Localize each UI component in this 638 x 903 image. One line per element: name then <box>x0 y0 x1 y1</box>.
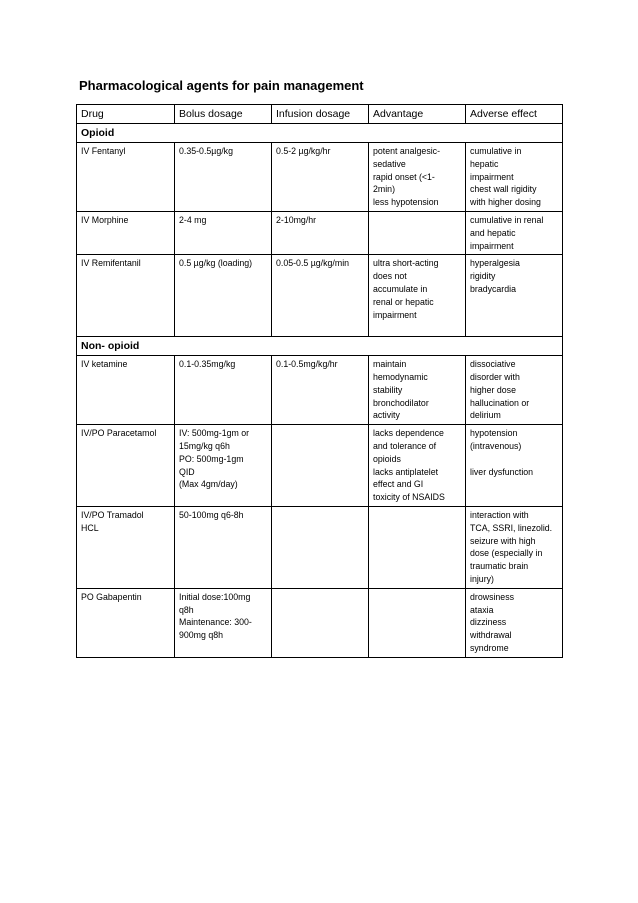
cell-line: drowsiness <box>470 591 515 602</box>
cell-line: PO Gabapentin <box>81 591 142 602</box>
section-label: Opioid <box>77 124 563 143</box>
advantage-cell <box>369 588 466 657</box>
adverse-effect-cell <box>466 143 563 212</box>
infusion-dosage-cell <box>272 425 369 507</box>
cell-line: dose (especially in <box>470 548 543 559</box>
table-row <box>77 588 563 657</box>
advantage-cell <box>369 506 466 588</box>
infusion-dosage-cell <box>272 255 369 337</box>
cell-line: Initial dose:100mg <box>179 591 251 602</box>
advantage-cell <box>369 356 466 425</box>
cell-line: hemodynamic <box>373 371 428 382</box>
header-bolus-dosage: Bolus dosage <box>175 105 272 124</box>
cell-line: 0.1-0.35mg/kg <box>179 359 236 370</box>
table-row <box>77 356 563 425</box>
drug-cell <box>77 255 175 337</box>
table-row <box>77 506 563 588</box>
bolus-dosage-cell <box>175 255 272 337</box>
pain-agents-table <box>76 104 563 658</box>
cell-line: 0.05-0.5 µg/kg/min <box>276 258 350 269</box>
table-row <box>77 425 563 507</box>
cell-line: IV/PO Paracetamol <box>81 428 157 439</box>
cell-line: IV Fentanyl <box>81 146 126 156</box>
table-body <box>77 124 563 658</box>
cell-line: syndrome <box>470 642 509 653</box>
cell-line: dizziness <box>470 617 507 628</box>
cell-line: IV: 500mg-1gm or <box>179 428 250 439</box>
cell-line: 2-10mg/hr <box>276 214 317 225</box>
header-drug: Drug <box>77 105 175 124</box>
header-advantage: Advantage <box>369 105 466 124</box>
cell-line: withdrawal <box>470 630 512 641</box>
cell-line: hepatic <box>470 158 499 169</box>
cell-line: liver dysfunction <box>470 466 534 477</box>
drug-cell <box>77 425 175 507</box>
cell-line: QID <box>179 466 195 477</box>
drug-cell <box>77 211 175 254</box>
section-row <box>77 337 563 356</box>
cell-line: with higher dosing <box>470 197 541 208</box>
drug-cell <box>77 588 175 657</box>
cell-line: IV Remifentanil <box>81 258 141 269</box>
drug-cell <box>77 506 175 588</box>
drug-cell <box>77 356 175 425</box>
cell-line: renal or hepatic <box>373 296 434 307</box>
adverse-effect-cell <box>466 255 563 337</box>
cell-line: accumulate in <box>373 283 428 294</box>
cell-line: seizure with high <box>470 535 536 546</box>
cell-line: opioids <box>373 453 401 464</box>
bolus-dosage-cell <box>175 506 272 588</box>
cell-line: Maintenance: 300- <box>179 617 252 628</box>
cell-line: 2-4 mg <box>179 214 207 225</box>
bolus-dosage-cell <box>175 588 272 657</box>
cell-line: activity <box>373 410 400 421</box>
infusion-dosage-cell <box>272 588 369 657</box>
cell-line: stability <box>373 384 403 395</box>
cell-line: chest wall rigidity <box>470 184 537 195</box>
infusion-dosage-cell <box>272 506 369 588</box>
advantage-cell <box>369 425 466 507</box>
cell-line: ataxia <box>470 604 494 615</box>
infusion-dosage-cell <box>272 356 369 425</box>
bolus-dosage-cell <box>175 143 272 212</box>
cell-line: hypotension <box>470 428 518 439</box>
cell-line: impairment <box>373 309 417 320</box>
cell-line: q8h <box>179 604 194 615</box>
table-row <box>77 143 563 212</box>
cell-line: TCA, SSRI, linezolid. <box>470 522 553 533</box>
bolus-dosage-cell <box>175 211 272 254</box>
cell-line: PO: 500mg-1gm <box>179 453 244 464</box>
cell-line: toxicity of NSAIDS <box>373 492 445 503</box>
cell-line: higher dose <box>470 384 516 395</box>
cell-line: 900mg q8h <box>179 630 224 641</box>
header-row <box>77 105 563 124</box>
adverse-effect-cell <box>466 588 563 657</box>
cell-line: 15mg/kg q6h <box>179 440 230 451</box>
cell-line: potent analgesic- <box>373 146 440 156</box>
cell-line: cumulative in <box>470 146 522 156</box>
cell-line: interaction with <box>470 509 529 520</box>
table-row <box>77 211 563 254</box>
table-row <box>77 255 563 337</box>
cell-line: HCL <box>81 522 99 533</box>
infusion-dosage-cell <box>272 211 369 254</box>
drug-cell <box>77 143 175 212</box>
advantage-cell <box>369 211 466 254</box>
cell-line: rigidity <box>470 271 496 282</box>
cell-line: rapid onset (<1- <box>373 171 435 182</box>
cell-line <box>470 453 558 466</box>
adverse-effect-cell <box>466 425 563 507</box>
cell-line: effect and GI <box>373 479 424 490</box>
cell-line: bradycardia <box>470 283 516 294</box>
cell-line: maintain <box>373 359 407 370</box>
adverse-effect-cell <box>466 506 563 588</box>
cell-line: 2min) <box>373 184 395 195</box>
section-row <box>77 124 563 143</box>
cell-line: lacks antiplatelet <box>373 466 439 477</box>
cell-line: hallucination or <box>470 397 530 408</box>
cell-line: ultra short-acting <box>373 258 439 269</box>
cell-line: lacks dependence <box>373 428 444 439</box>
cell-line: impairment <box>470 240 514 251</box>
cell-line: IV ketamine <box>81 359 128 370</box>
cell-line: (intravenous) <box>470 440 522 451</box>
cell-line: 50-100mg q6-8h <box>179 509 244 520</box>
cell-line: impairment <box>470 171 514 182</box>
cell-line: IV Morphine <box>81 214 129 225</box>
cell-line: delirium <box>470 410 501 421</box>
cell-line: IV/PO Tramadol <box>81 509 144 520</box>
cell-line: and hepatic <box>470 227 516 238</box>
cell-line: 0.35-0.5µg/kg <box>179 146 233 156</box>
cell-line: bronchodilator <box>373 397 429 408</box>
infusion-dosage-cell <box>272 143 369 212</box>
cell-line: and tolerance of <box>373 440 437 451</box>
advantage-cell <box>369 143 466 212</box>
cell-line: 0.5-2 µg/kg/hr <box>276 146 331 156</box>
cell-line: does not <box>373 271 407 282</box>
cell-line: dissociative <box>470 359 516 370</box>
advantage-cell <box>369 255 466 337</box>
cell-line: less hypotension <box>373 197 439 208</box>
adverse-effect-cell <box>466 211 563 254</box>
cell-line: 0.5 µg/kg (loading) <box>179 258 253 269</box>
header-infusion-dosage: Infusion dosage <box>272 105 369 124</box>
cell-line: 0.1-0.5mg/kg/hr <box>276 359 338 370</box>
cell-line: sedative <box>373 158 406 169</box>
cell-line: disorder with <box>470 371 520 382</box>
cell-line: injury) <box>470 573 494 584</box>
bolus-dosage-cell <box>175 425 272 507</box>
document-title: Pharmacological agents for pain management <box>79 78 364 93</box>
adverse-effect-cell <box>466 356 563 425</box>
cell-line: traumatic brain <box>470 561 529 572</box>
cell-line: hyperalgesia <box>470 258 520 269</box>
header-adverse-effect: Adverse effect <box>466 105 563 124</box>
cell-line: cumulative in renal <box>470 214 544 225</box>
cell-line <box>373 321 461 334</box>
cell-line: (Max 4gm/day) <box>179 479 238 490</box>
bolus-dosage-cell <box>175 356 272 425</box>
section-label: Non- opioid <box>77 337 563 356</box>
